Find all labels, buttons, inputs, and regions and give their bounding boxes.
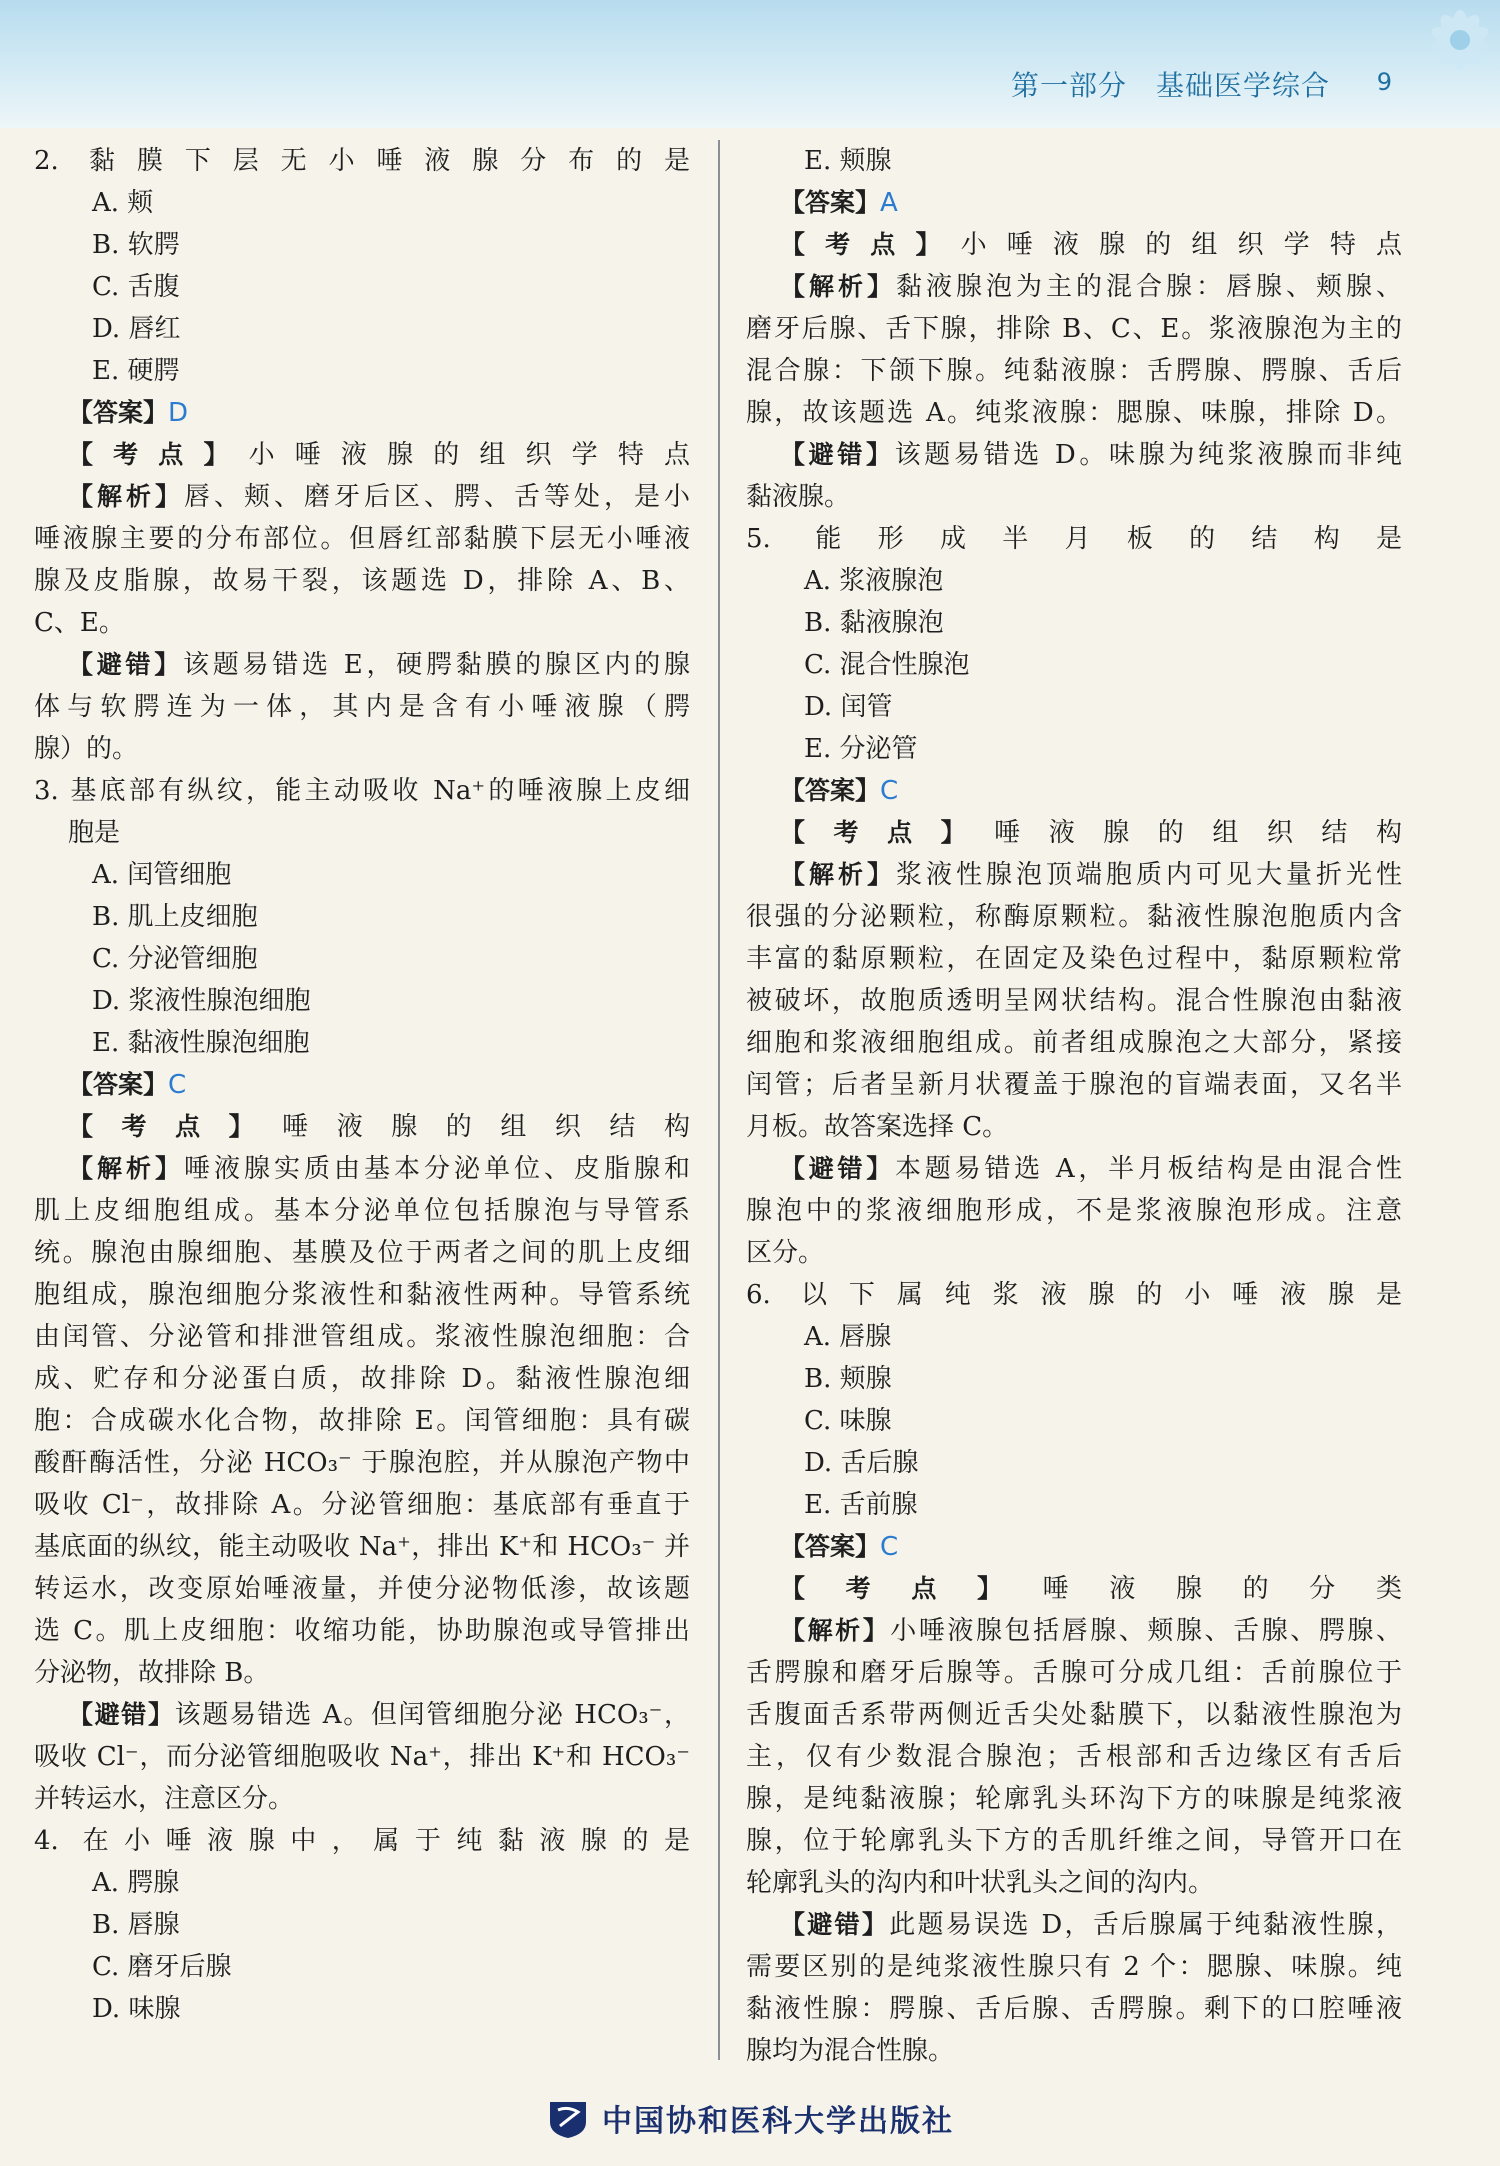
tagged-line [746,854,1402,896]
column-divider [718,140,720,2060]
section-tag: 【考点】 [68,1112,283,1141]
page-header [0,0,1500,128]
tagged-line [746,812,1402,854]
question-stem: 2. 黏膜下层无小唾液腺分布的是 [34,146,690,176]
answer-option: A. 腭腺 [92,1868,180,1898]
section-tag: 【解析】 [68,482,184,511]
explanation-line: 基底面的纵纹，能主动吸收 Na⁺，排出 K⁺和 HCO₃⁻ 并 [34,1532,690,1562]
answer-option: A. 闰管细胞 [92,860,232,890]
explanation-line: 细胞和浆液细胞组成。前者组成腺泡之大部分，紧接 [746,1028,1402,1058]
answer-option: B. 唇腺 [92,1910,180,1940]
explanation-line: 轮廓乳头的沟内和叶状乳头之间的沟内。 [746,1868,1215,1898]
tagged-line [746,770,1402,812]
answer-option: D. 浆液性腺泡细胞 [92,986,311,1016]
tagged-text: 浆液性腺泡顶端胞质内可见大量折光性 [896,860,1402,890]
right-column [746,140,1402,2072]
tagged-line [746,434,1402,476]
explanation-line: 很强的分泌颗粒，称酶原颗粒。黏液性腺泡胞质内含 [746,902,1402,932]
answer-option: C. 味腺 [804,1406,892,1436]
explanation-line: 吸收 Cl⁻，故排除 A。分泌管细胞：基底部有垂直于 [34,1490,690,1520]
explanation-line: 腺泡中的浆液细胞形成，不是浆液腺泡形成。注意 [746,1196,1402,1226]
answer-letter: C [880,1532,899,1562]
tagged-text: 本题易错选 A，半月板结构是由混合性 [895,1154,1402,1184]
answer-option: A. 颊 [92,188,154,218]
publisher-name: 中国协和医科大学出版社 [602,2104,954,2139]
explanation-line: 被破坏，故胞质透明呈网状结构。混合性腺泡由黏液 [746,986,1402,1016]
explanation-line: 由闰管、分泌管和排泄管组成。浆液性腺泡细胞：合 [34,1322,690,1352]
tagged-line [746,1148,1402,1190]
answer-option: B. 黏液腺泡 [804,608,944,638]
question-stem: 6. 以下属纯浆液腺的小唾液腺是 [746,1280,1402,1310]
explanation-line: 腺）的。 [34,734,139,764]
tagged-text: 该题易错选 E，硬腭黏膜的腺区内的腺 [183,650,690,680]
section-tag: 【答案】 [780,776,881,805]
explanation-line: 成、贮存和分泌蛋白质，故排除 D。黏液性腺泡细 [34,1364,690,1394]
flower-decoration-icon [1380,0,1500,120]
tagged-line [34,1064,690,1106]
page-number: 9 [1376,68,1392,96]
explanation-line: 唾液腺主要的分布部位。但唇红部黏膜下层无小唾液 [34,524,690,554]
explanation-line: C、E。 [34,608,125,638]
explanation-line: 选 C。肌上皮细胞：收缩功能，协助腺泡或导管排出 [34,1616,690,1646]
answer-option: D. 闰管 [804,692,893,722]
tagged-text: 该题易错选 D。味腺为纯浆液腺而非纯 [894,440,1402,470]
explanation-line: 腺，位于轮廓乳头下方的舌肌纤维之间，导管开口在 [746,1826,1402,1856]
answer-option: B. 颊腺 [804,1364,892,1394]
tagged-text: 此题易误选 D，舌后腺属于纯黏液性腺， [889,1910,1402,1940]
answer-option: E. 舌前腺 [804,1490,918,1520]
publisher-logo-icon [546,2096,590,2140]
section-tag: 【避错】 [780,440,895,469]
section-tag: 【考点】 [780,1574,1043,1603]
answer-letter: D [168,398,189,428]
answer-option: E. 分泌管 [804,734,918,764]
section-tag: 【解析】 [780,1616,891,1645]
tagged-line [34,434,690,476]
section-tag: 【答案】 [68,398,169,427]
explanation-line: 肌上皮细胞组成。基本分泌单位包括腺泡与导管系 [34,1196,690,1226]
explanation-line: 并转运水，注意区分。 [34,1784,295,1814]
explanation-line: 腺，是纯黏液腺；轮廓乳头环沟下方的味腺是纯浆液 [746,1784,1402,1814]
explanation-line: 统。腺泡由腺细胞、基膜及位于两者之间的肌上皮细 [34,1238,690,1268]
answer-option: D. 舌后腺 [804,1448,919,1478]
answer-option: D. 唇红 [92,314,181,344]
answer-option: B. 肌上皮细胞 [92,902,258,932]
tagged-line [34,1148,690,1190]
explanation-line: 舌腹面舌系带两侧近舌尖处黏膜下，以黏液性腺泡为 [746,1700,1402,1730]
explanation-line: 黏液腺。 [746,482,851,512]
question-stem: 3. 基底部有纵纹，能主动吸收 Na⁺的唾液腺上皮细 [34,776,690,806]
section-tag: 【答案】 [68,1070,169,1099]
explanation-line: 体与软腭连为一体，其内是含有小唾液腺（腭 [34,692,690,722]
section-tag: 【避错】 [780,1154,896,1183]
explanation-line: 磨牙后腺、舌下腺，排除 B、C、E。浆液腺泡为主的 [746,314,1402,344]
explanation-line: 胞：合成碳水化合物，故排除 E。闰管细胞：具有碳 [34,1406,690,1436]
section-tag: 【答案】 [780,1532,881,1561]
tagged-line [746,1526,1402,1568]
tagged-text: 唇、颊、磨牙后区、腭、舌等处，是小 [184,482,690,512]
section-tag: 【答案】 [780,188,881,217]
question-stem: 5. 能形成半月板的结构是 [746,524,1402,554]
section-title: 第一部分 基础医学综合 [1010,69,1330,102]
answer-option: D. 味腺 [92,1994,181,2024]
explanation-line: 主，仅有少数混合腺泡；舌根部和舌边缘区有舌后 [746,1742,1402,1772]
answer-option: C. 舌腹 [92,272,180,302]
tagged-line [746,1568,1402,1610]
tagged-line [34,1106,690,1148]
answer-option: A. 浆液腺泡 [804,566,944,596]
left-column [34,140,690,2030]
section-tag: 【考点】 [780,230,961,259]
tagged-text: 黏液腺泡为主的混合腺：唇腺、颊腺、 [896,272,1402,302]
answer-option: C. 混合性腺泡 [804,650,970,680]
section-tag: 【解析】 [780,272,896,301]
page-footer [0,2088,1500,2148]
answer-option: E. 硬腭 [92,356,180,386]
tagged-text: 唾液腺的组织结构 [282,1112,690,1142]
section-tag: 【解析】 [68,1154,184,1183]
explanation-line: 闰管；后者呈新月状覆盖于腺泡的盲端表面，又名半 [746,1070,1402,1100]
tagged-text: 唾液腺的组织结构 [994,818,1402,848]
explanation-line: 腺均为混合性腺。 [746,2036,955,2066]
tagged-text: 该题易错选 A。但闰管细胞分泌 HCO₃⁻， [174,1700,690,1730]
section-tag: 【解析】 [780,860,896,889]
question-stem: 4. 在小唾液腺中，属于纯黏液腺的是 [34,1826,690,1856]
tagged-text: 小唾液腺的组织学特点 [960,230,1402,260]
tagged-line [746,1904,1402,1946]
tagged-line [34,476,690,518]
answer-option: C. 磨牙后腺 [92,1952,232,1982]
explanation-line: 舌腭腺和磨牙后腺等。舌腺可分成几组：舌前腺位于 [746,1658,1402,1688]
tagged-line [746,266,1402,308]
answer-option: A. 唇腺 [804,1322,892,1352]
tagged-line [34,644,690,686]
explanation-line: 胞组成，腺泡细胞分浆液性和黏液性两种。导管系统 [34,1280,690,1310]
tagged-line [746,224,1402,266]
explanation-line: 丰富的黏原颗粒，在固定及染色过程中，黏原颗粒常 [746,944,1402,974]
explanation-line: 需要区别的是纯浆液性腺只有 2 个：腮腺、味腺。纯 [746,1952,1402,1982]
answer-letter: C [168,1070,187,1100]
answer-option: B. 软腭 [92,230,180,260]
question-stem-continuation: 胞是 [68,818,121,848]
tagged-line [746,1610,1402,1652]
tagged-text: 唾液腺实质由基本分泌单位、皮脂腺和 [184,1154,690,1184]
answer-option: E. 黏液性腺泡细胞 [92,1028,310,1058]
tagged-text: 小唾液腺包括唇腺、颊腺、舌腺、腭腺、 [890,1616,1402,1646]
explanation-line: 分泌物，故排除 B。 [34,1658,270,1688]
explanation-line: 混合腺：下颌下腺。纯黏液腺：舌腭腺、腭腺、舌后 [746,356,1402,386]
section-tag: 【避错】 [68,1700,175,1729]
section-tag: 【考点】 [68,440,249,469]
section-tag: 【避错】 [780,1910,890,1939]
answer-letter: A [880,188,898,218]
tagged-text: 唾液腺的分类 [1042,1574,1402,1604]
answer-option: C. 分泌管细胞 [92,944,258,974]
explanation-line: 黏液性腺：腭腺、舌后腺、舌腭腺。剩下的口腔唾液 [746,1994,1402,2024]
tagged-line [34,392,690,434]
explanation-line: 月板。故答案选择 C。 [746,1112,1009,1142]
answer-letter: C [880,776,899,806]
explanation-line: 酸酐酶活性，分泌 HCO₃⁻ 于腺泡腔，并从腺泡产物中 [34,1448,690,1478]
explanation-line: 转运水，改变原始唾液量，并使分泌物低渗，故该题 [34,1574,690,1604]
explanation-line: 腺及皮脂腺，故易干裂，该题选 D，排除 A、B、 [34,566,690,596]
tagged-text: 小唾液腺的组织学特点 [248,440,690,470]
explanation-line: 吸收 Cl⁻，而分泌管细胞吸收 Na⁺，排出 K⁺和 HCO₃⁻ [34,1742,690,1772]
tagged-line [746,182,1402,224]
explanation-line: 腺，故该题选 A。纯浆液腺：腮腺、味腺，排除 D。 [746,398,1402,428]
explanation-line: 区分。 [746,1238,825,1268]
section-tag: 【考点】 [780,818,995,847]
tagged-line [34,1694,690,1736]
section-tag: 【避错】 [68,650,183,679]
answer-option: E. 颊腺 [804,146,892,176]
